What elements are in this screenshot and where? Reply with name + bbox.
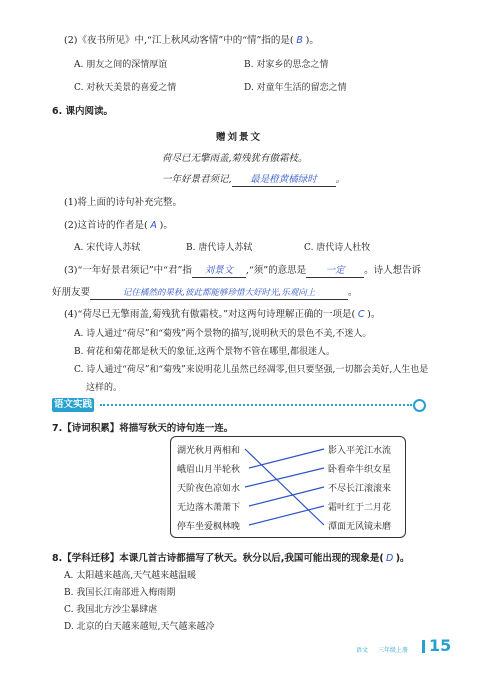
section-end-circle-icon bbox=[413, 399, 426, 412]
footer-grade: 三年级上册 bbox=[378, 647, 409, 654]
poem-line-1: 荷尽已无擎雨盖,菊残犹有傲霜枝。 bbox=[162, 153, 308, 164]
q2-close: )。 bbox=[305, 35, 319, 46]
q2-stem-text: (2)《夜书所见》中,“江上秋风动客情”中的“情”指的是( bbox=[64, 35, 294, 46]
q6-s2-close: )。 bbox=[159, 220, 173, 231]
match-line-3-2 bbox=[245, 468, 324, 487]
q6-s2 bbox=[64, 217, 173, 231]
match-right-4: 霜叶红于二月花 bbox=[328, 503, 392, 513]
match-left-5: 停车坐爱枫林晚 bbox=[177, 522, 241, 532]
q7-text: 将描写秋天的诗句连一连。 bbox=[119, 423, 234, 434]
match-line-5-4 bbox=[249, 506, 324, 525]
q2-option-b: B. 对家乡的思念之情 bbox=[244, 60, 329, 70]
q6-s4-option-b: B. 荷花和菊花都是秋天的象征,这两个景物不管在哪里,都很迷人。 bbox=[74, 347, 336, 357]
q8-answer: D bbox=[386, 553, 394, 564]
section-banner: 语文实践 bbox=[53, 399, 92, 410]
q6-s3-b: ,“须”的意思是 bbox=[245, 265, 307, 276]
match-left-2: 峨眉山月半轮秋 bbox=[177, 465, 241, 475]
q6-s4-close: )。 bbox=[367, 309, 381, 320]
match-line-1-5 bbox=[245, 449, 324, 525]
q8-option-c: C. 我国北方沙尘暴肆虐 bbox=[64, 605, 158, 615]
q6-s2-option-a: A. 宋代诗人苏轼 bbox=[74, 243, 141, 253]
q8-option-a: A. 太阳越来越高,天气越来越温暖 bbox=[64, 571, 197, 581]
q6-s3-a: (3)“一年好景君须记”中“君”指 bbox=[64, 265, 192, 276]
q6-s4 bbox=[64, 306, 380, 320]
poem-line-2 bbox=[162, 171, 345, 187]
match-line-4-3 bbox=[249, 487, 324, 506]
q8-text: 本课几首古诗都描写了秋天。秋分以后,我国可能出现的现象是( bbox=[119, 553, 384, 564]
q8-option-b: B. 我国长江南部进入梅雨期 bbox=[64, 588, 176, 598]
page-number: 15 bbox=[429, 636, 452, 655]
q6-s4-option-a: A. 诗人通过“荷尽”和“菊残”两个景物的描写,说明秋天的景色不美,不迷人。 bbox=[74, 329, 372, 339]
q6-s3-answer1: 刘景文 bbox=[192, 265, 246, 278]
q6-s3-e: 。 bbox=[348, 287, 358, 298]
q6-s4-option-c-line2: 这样的。 bbox=[86, 383, 123, 393]
q6-title: 6. 课内阅读。 bbox=[52, 106, 114, 117]
q6-s3-c: 。诗人想告诉 bbox=[364, 265, 422, 276]
q6-s2-answer: A bbox=[150, 220, 157, 231]
q6-s1: (1)将上面的诗句补充完整。 bbox=[64, 197, 182, 208]
q6-s3-answer3: 记住橘然的果秋,彼此都能够珍惜大好时光,乐观向上 bbox=[90, 287, 348, 300]
q6-s4-option-c-line1: C. 诗人通过“荷尽”和“菊残”来说明花儿虽然已经凋零,但只要坚强,一切都会美好,人生也是 bbox=[74, 365, 429, 375]
q7-tag: 【诗词积累】 bbox=[62, 423, 120, 434]
q2-answer: B bbox=[296, 35, 303, 46]
q2-stem bbox=[64, 32, 319, 46]
poem-title: 赠刘景文 bbox=[216, 132, 263, 143]
q8-close: )。 bbox=[395, 553, 410, 564]
match-right-3: 不尽长江滚滚来 bbox=[328, 484, 392, 494]
q8-stem bbox=[52, 550, 410, 564]
q6-s4-answer: C bbox=[357, 309, 365, 320]
match-left-4: 无边落木萧萧下 bbox=[177, 503, 241, 513]
match-left-3: 天阶夜色凉如水 bbox=[177, 484, 241, 494]
footer-subject: 语文 bbox=[356, 647, 369, 654]
footer-bar bbox=[422, 640, 425, 653]
q6-s3-d: 好朋友要 bbox=[52, 287, 91, 298]
q2-option-c: C. 对秋天美景的喜爱之情 bbox=[74, 83, 177, 93]
matching-lines bbox=[171, 437, 405, 537]
match-left-1: 湖光秋月两相和 bbox=[177, 446, 241, 456]
q6-s3-answer2: 一定 bbox=[306, 265, 364, 278]
poem-line-2-answer: 最是橙黄橘绿时 bbox=[232, 174, 336, 187]
match-right-5: 潭面无风镜未磨 bbox=[328, 522, 392, 532]
q7-heading bbox=[52, 420, 233, 434]
poem-line-2-pre: 一年好景君须记, bbox=[162, 174, 232, 185]
q8-tag: 【学科迁移】 bbox=[62, 553, 120, 564]
q2-option-a: A. 朋友之间的深情厚谊 bbox=[74, 60, 168, 70]
q6-s2-option-c: C. 唐代诗人杜牧 bbox=[304, 243, 371, 253]
match-right-1: 影入平羌江水流 bbox=[328, 446, 392, 456]
poem-line-2-end: 。 bbox=[335, 174, 346, 185]
q8-num: 8. bbox=[52, 553, 63, 564]
q6-s3-line1 bbox=[64, 262, 421, 278]
q2-option-d: D. 对童年生活的留恋之情 bbox=[244, 83, 347, 93]
q6-s2-option-b: B. 唐代诗人苏轼 bbox=[186, 243, 253, 253]
q6-s4-stem: (4)“荷尽已无擎雨盖,菊残犹有傲霜枝。”对这两句诗理解正确的一项是( bbox=[64, 309, 356, 320]
q7-num: 7. bbox=[52, 423, 63, 434]
q6-s2-stem: (2)这首诗的作者是( bbox=[64, 220, 148, 231]
matching-box bbox=[170, 436, 406, 538]
q8-option-d: D. 北京的白天越来越短,天气越来越冷 bbox=[64, 622, 215, 632]
section-divider bbox=[100, 404, 412, 406]
q6-s3-line2 bbox=[52, 284, 358, 300]
match-right-2: 卧看牵牛织女星 bbox=[328, 465, 392, 475]
match-line-2-1 bbox=[249, 449, 324, 468]
